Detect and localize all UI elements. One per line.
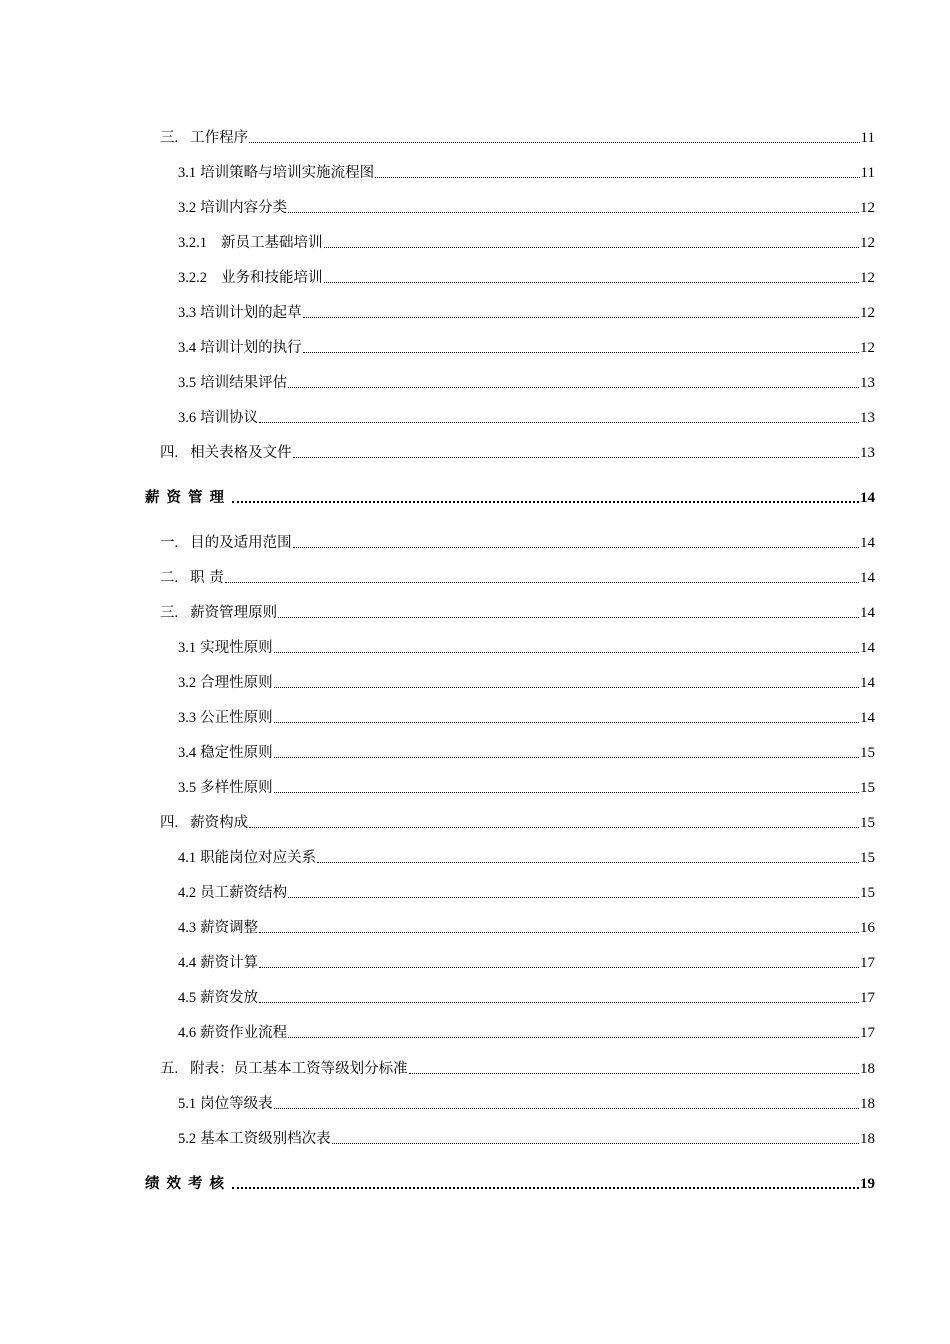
toc-entry-label: [178, 707, 273, 729]
toc-entry[interactable]: [178, 232, 875, 254]
toc-page-number: 14: [860, 570, 875, 586]
toc-entry[interactable]: [178, 1128, 875, 1150]
toc-entry-title: 合理性原则: [200, 675, 273, 691]
toc-entry[interactable]: [178, 1022, 875, 1044]
toc-entry-number: 3.2: [178, 675, 197, 691]
toc-entry-title: 实现性原则: [200, 640, 273, 656]
toc-entry[interactable]: [178, 707, 875, 729]
toc-entry[interactable]: [178, 952, 875, 974]
toc-entry[interactable]: [178, 302, 875, 324]
toc-page-number: 14: [860, 490, 875, 506]
toc-entry-number: 一.: [160, 535, 179, 551]
toc-entry-number: 四.: [160, 815, 179, 831]
dot-leader: [293, 457, 859, 458]
dot-leader: [288, 212, 859, 213]
toc-page-number: 14: [860, 675, 875, 691]
dot-leader: [317, 862, 859, 863]
toc-entry-number: 4.1: [178, 850, 197, 866]
dot-leader: [274, 792, 859, 793]
toc-entry[interactable]: [160, 127, 875, 149]
toc-entry-label: [178, 267, 323, 289]
toc-entry-label: [178, 232, 323, 254]
toc-entry-number: 3.2.1: [178, 235, 207, 251]
toc-entry-title: 附表：员工基本工资等级划分标准: [190, 1061, 408, 1077]
toc-page-number: 15: [860, 885, 875, 901]
toc-entry-number: 3.2: [178, 200, 197, 216]
toc-entry-title: 培训内容分类: [200, 200, 288, 216]
toc-page-number: 17: [860, 1025, 875, 1041]
toc-page-number: 15: [860, 815, 875, 831]
toc-entry-title: 业务和技能培训: [221, 270, 323, 286]
toc-chapter-entry[interactable]: [145, 487, 875, 509]
toc-entry-label: [145, 487, 231, 509]
toc-entry-title: 培训结果评估: [200, 375, 288, 391]
dot-leader: [225, 582, 859, 583]
toc-entry-title: 工作程序: [190, 130, 249, 146]
toc-page-number: 13: [860, 375, 875, 391]
toc-page-number: 13: [860, 410, 875, 426]
toc-entry-title: 相关表格及文件: [190, 445, 292, 461]
toc-entry-label: [160, 567, 224, 589]
toc-page-number: 18: [860, 1061, 875, 1077]
toc-entry-title: 职能岗位对应关系: [200, 850, 317, 866]
toc-page-number: 18: [860, 1096, 875, 1112]
toc-entry-title: 基本工资级别档次表: [200, 1131, 331, 1147]
toc-page-number: 17: [860, 990, 875, 1006]
dot-leader: [259, 967, 859, 968]
toc-entry-number: 二.: [160, 570, 179, 586]
toc-entry[interactable]: [178, 742, 875, 764]
toc-entry-label: [178, 197, 287, 219]
toc-entry-label: [178, 987, 258, 1009]
dot-leader: [274, 652, 859, 653]
toc-entry-label: [178, 742, 273, 764]
toc-entry-title: 公正性原则: [200, 710, 273, 726]
toc-entry-number: 三.: [160, 130, 179, 146]
dot-leader: [288, 1037, 859, 1038]
toc-entry[interactable]: [178, 372, 875, 394]
toc-entry[interactable]: [178, 267, 875, 289]
toc-page-number: 12: [860, 235, 875, 251]
toc-entry-label: [178, 637, 273, 659]
dot-leader: [232, 1187, 859, 1189]
toc-page-number: 14: [860, 535, 875, 551]
toc-chapter-entry[interactable]: [145, 1173, 875, 1195]
toc-entry-number: 3.4: [178, 745, 197, 761]
toc-entry-title: 职 责: [190, 570, 224, 586]
toc-entry-number: 4.5: [178, 990, 197, 1006]
toc-entry-title: 员工薪资结构: [200, 885, 288, 901]
toc-entry[interactable]: [160, 1058, 875, 1080]
toc-page-number: 18: [860, 1131, 875, 1147]
toc-entry-label: [145, 1173, 231, 1195]
dot-leader: [375, 177, 859, 178]
toc-entry[interactable]: [178, 637, 875, 659]
toc-entry-number: 3.4: [178, 340, 197, 356]
toc-entry-label: [178, 917, 258, 939]
toc-page-number: 17: [860, 955, 875, 971]
toc-entry-number: 3.5: [178, 375, 197, 391]
toc-entry-number: 4.3: [178, 920, 197, 936]
toc-entry[interactable]: [160, 812, 875, 834]
toc-entry-label: [178, 337, 302, 359]
toc-entry-title: 培训计划的起草: [200, 305, 302, 321]
toc-page-number: 11: [860, 165, 875, 181]
dot-leader: [249, 142, 859, 143]
toc-entry-label: [178, 882, 287, 904]
toc-entry-label: [178, 847, 316, 869]
toc-entry-title: 培训协议: [200, 410, 259, 426]
toc-entry[interactable]: [178, 987, 875, 1009]
toc-page-number: 14: [860, 605, 875, 621]
toc-page-number: 15: [860, 780, 875, 796]
toc-entry[interactable]: [178, 162, 875, 184]
dot-leader: [303, 317, 859, 318]
dot-leader: [274, 757, 859, 758]
dot-leader: [249, 827, 859, 828]
toc-page-number: 13: [860, 445, 875, 461]
toc-entry-label: [178, 672, 273, 694]
dot-leader: [293, 547, 859, 548]
toc-entry-number: 3.3: [178, 305, 197, 321]
toc-entry-number: 五.: [160, 1061, 179, 1077]
toc-entry[interactable]: [160, 532, 875, 554]
toc-entry[interactable]: [178, 337, 875, 359]
toc-entry[interactable]: [178, 917, 875, 939]
toc-entry-label: [178, 372, 287, 394]
toc-entry-number: 3.1: [178, 165, 197, 181]
dot-leader: [324, 282, 860, 283]
toc-entry[interactable]: [178, 1093, 875, 1115]
toc-page-number: 12: [860, 340, 875, 356]
dot-leader: [259, 932, 859, 933]
toc-entry-number: 4.4: [178, 955, 197, 971]
toc-entry-label: [160, 812, 248, 834]
toc-entry-number: 3.5: [178, 780, 197, 796]
toc-page-number: 12: [860, 200, 875, 216]
toc-entry-label: [160, 442, 292, 464]
toc-entry-number: 3.6: [178, 410, 197, 426]
toc-entry-title: 薪资管理: [145, 489, 231, 506]
toc-entry[interactable]: [178, 407, 875, 429]
toc-entry-title: 稳定性原则: [200, 745, 273, 761]
toc-entry-title: 培训策略与培训实施流程图: [200, 165, 375, 181]
dot-leader: [278, 617, 859, 618]
toc-entry-label: [178, 1093, 273, 1115]
toc-entry-label: [160, 1058, 408, 1080]
dot-leader: [324, 247, 860, 248]
toc-entry-title: 目的及适用范围: [190, 535, 292, 551]
toc-entry-number: 5.1: [178, 1096, 197, 1112]
toc-entry[interactable]: [178, 847, 875, 869]
toc-entry-title: 多样性原则: [200, 780, 273, 796]
toc-entry-number: 5.2: [178, 1131, 197, 1147]
toc-entry[interactable]: [178, 672, 875, 694]
toc-page-number: 14: [860, 640, 875, 656]
dot-leader: [259, 1002, 859, 1003]
dot-leader: [332, 1143, 859, 1144]
toc-entry[interactable]: [160, 602, 875, 624]
toc-page-number: 11: [860, 130, 875, 146]
toc-entry-number: 4.2: [178, 885, 197, 901]
toc-entry-label: [160, 602, 277, 624]
toc-entry-label: [178, 777, 273, 799]
dot-leader: [409, 1073, 859, 1074]
toc-entry-title: 薪资计算: [200, 955, 259, 971]
toc-page-number: 14: [860, 710, 875, 726]
dot-leader: [274, 722, 859, 723]
toc-entry[interactable]: [178, 777, 875, 799]
toc-page-number: 16: [860, 920, 875, 936]
dot-leader: [274, 687, 859, 688]
toc-entry-title: 新员工基础培训: [221, 235, 323, 251]
toc-entry-number: 4.6: [178, 1025, 197, 1041]
toc-entry-number: 3.1: [178, 640, 197, 656]
toc-entry-label: [178, 1128, 331, 1150]
dot-leader: [288, 897, 859, 898]
toc-entry-label: [178, 162, 374, 184]
dot-leader: [259, 422, 859, 423]
toc-entry-title: 薪资发放: [200, 990, 259, 1006]
toc-entry-number: 3.3: [178, 710, 197, 726]
toc-page-number: 12: [860, 305, 875, 321]
toc-page-number: 15: [860, 745, 875, 761]
toc-entry-label: [160, 532, 292, 554]
toc-entry-label: [178, 302, 302, 324]
dot-leader: [303, 352, 859, 353]
toc-entry-title: 薪资作业流程: [200, 1025, 288, 1041]
toc-entry-title: 薪资调整: [200, 920, 259, 936]
toc-entry-title: 绩效考核: [145, 1175, 231, 1192]
toc-entry-number: 四.: [160, 445, 179, 461]
toc-entry[interactable]: [160, 567, 875, 589]
dot-leader: [232, 501, 859, 503]
toc-entry-label: [178, 407, 258, 429]
toc-entry[interactable]: [178, 197, 875, 219]
toc-page-number: 12: [860, 270, 875, 286]
toc-entry-title: 培训计划的执行: [200, 340, 302, 356]
toc-entry-title: 薪资构成: [190, 815, 249, 831]
toc-entry-title: 岗位等级表: [200, 1096, 273, 1112]
dot-leader: [274, 1108, 859, 1109]
toc-entry-number: 3.2.2: [178, 270, 207, 286]
toc-entry-number: 三.: [160, 605, 179, 621]
toc-page-number: 19: [860, 1176, 875, 1192]
toc-entry-title: 薪资管理原则: [190, 605, 278, 621]
toc-entry[interactable]: [178, 882, 875, 904]
toc-entry-label: [178, 952, 258, 974]
dot-leader: [288, 387, 859, 388]
toc-page-number: 15: [860, 850, 875, 866]
toc-entry[interactable]: [160, 442, 875, 464]
toc-entry-label: [160, 127, 248, 149]
toc-entry-label: [178, 1022, 287, 1044]
